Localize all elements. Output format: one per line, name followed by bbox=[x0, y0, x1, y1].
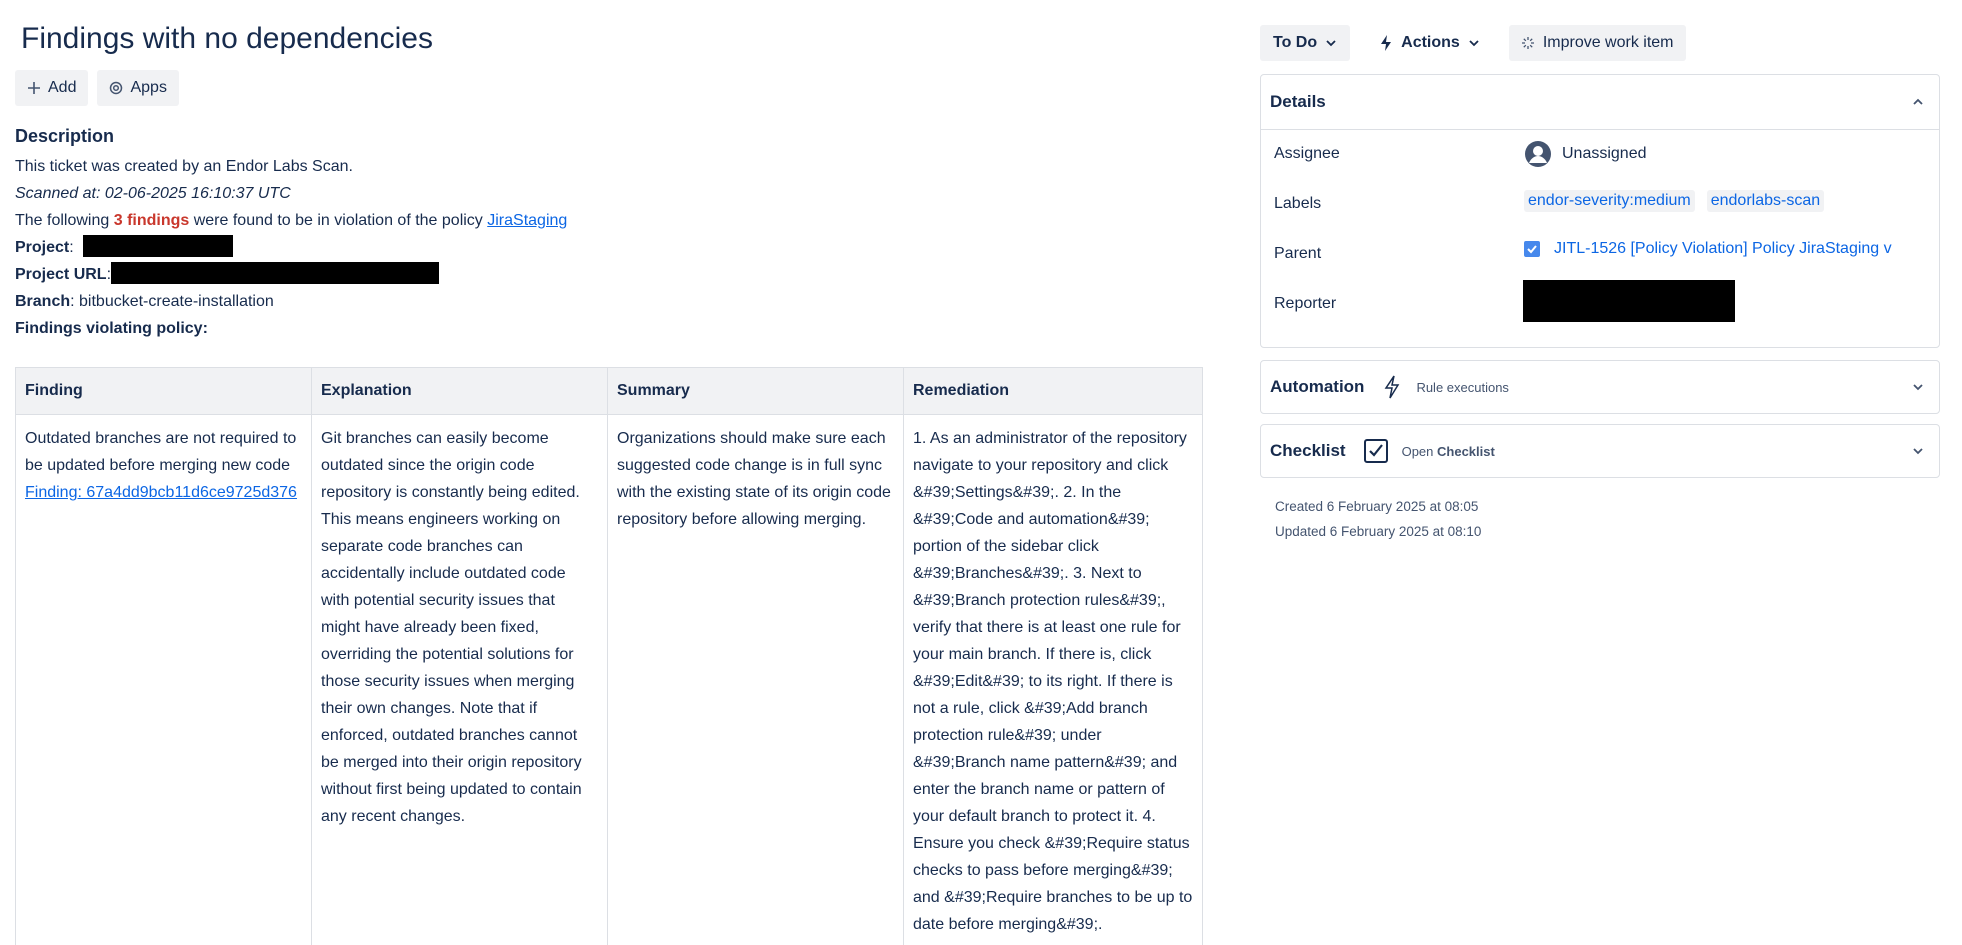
improve-work-item-button[interactable]: Improve work item bbox=[1509, 25, 1686, 61]
labels-label: Labels bbox=[1274, 195, 1322, 212]
open-checklist[interactable]: Open Checklist bbox=[1401, 443, 1495, 459]
cell-summary: Organizations should make sure each suggested code change is in full sync with the existing state of its origin code repository before allowing merging. bbox=[608, 415, 904, 945]
findings-count: 3 findings bbox=[113, 212, 190, 229]
lightning-icon bbox=[1379, 34, 1393, 52]
automation-panel[interactable] bbox=[1260, 360, 1940, 414]
branch-row: Branch: bitbucket-create-installation bbox=[15, 293, 274, 310]
actions-dropdown[interactable]: Actions bbox=[1366, 25, 1493, 61]
lightning-icon bbox=[1384, 375, 1400, 399]
table-row bbox=[16, 415, 1203, 945]
page-title[interactable]: Findings with no dependencies bbox=[21, 22, 433, 55]
parent-label: Parent bbox=[1274, 245, 1322, 262]
header-summary: Summary bbox=[608, 368, 904, 415]
chevron-down-icon bbox=[1468, 37, 1480, 49]
parent-row bbox=[1261, 230, 1939, 280]
checklist-panel[interactable] bbox=[1260, 424, 1940, 478]
description-line: This ticket was created by an Endor Labs Scan. bbox=[15, 158, 353, 175]
table-header-row bbox=[16, 368, 1203, 415]
assignee-label: Assignee bbox=[1274, 145, 1340, 162]
chevron-up-icon bbox=[1911, 95, 1925, 109]
reporter-label: Reporter bbox=[1274, 295, 1337, 312]
created-date: Created 6 February 2025 at 08:05 bbox=[1275, 499, 1479, 514]
labels-row bbox=[1261, 180, 1939, 230]
violating-heading: Findings violating policy: bbox=[15, 320, 208, 337]
findings-table bbox=[15, 367, 1203, 945]
rule-executions[interactable]: Rule executions bbox=[1416, 379, 1509, 395]
main-content bbox=[15, 0, 1215, 945]
status-dropdown[interactable]: To Do bbox=[1260, 25, 1350, 61]
redacted-project bbox=[83, 235, 233, 257]
details-panel bbox=[1260, 74, 1940, 348]
project-row: Project: bbox=[15, 234, 567, 261]
chevron-down-icon bbox=[1911, 444, 1925, 458]
checklist-header[interactable]: Checklist Open Checklist bbox=[1261, 425, 1939, 477]
parent-field[interactable] bbox=[1524, 240, 1892, 258]
checkbox-task-icon bbox=[1524, 241, 1540, 257]
checklist-icon bbox=[1364, 439, 1388, 463]
header-remediation: Remediation bbox=[904, 368, 1203, 415]
label-tag[interactable]: endorlabs-scan bbox=[1707, 190, 1824, 212]
labels-field bbox=[1524, 190, 1824, 212]
timestamps bbox=[1275, 494, 1481, 544]
findings-sentence: The following 3 findings were found to be in violation of the policy JiraStaging bbox=[15, 212, 568, 229]
scanned-at: Scanned at: 02-06-2025 16:10:37 UTC bbox=[15, 185, 291, 202]
reporter-row bbox=[1261, 280, 1939, 330]
sidebar-top-buttons bbox=[1260, 25, 1686, 61]
chevron-down-icon bbox=[1911, 380, 1925, 394]
parent-link[interactable]: JITL-1526 [Policy Violation] Policy JiraStaging v bbox=[1554, 240, 1892, 257]
finding-link[interactable]: Finding: 67a4dd9bcb11d6ce9725d376 bbox=[25, 484, 297, 501]
header-explanation: Explanation bbox=[312, 368, 608, 415]
avatar-icon bbox=[1524, 140, 1552, 168]
apps-button[interactable] bbox=[97, 70, 178, 106]
project-url-row: Project URL: bbox=[15, 261, 567, 288]
add-button[interactable] bbox=[15, 70, 88, 106]
label-tag[interactable]: endor-severity:medium bbox=[1524, 190, 1695, 212]
cell-finding: Outdated branches are not required to be updated before merging new code Finding: 67a4dd9bcb11d6ce9725d376 bbox=[16, 415, 312, 945]
redacted-project-url bbox=[111, 262, 439, 284]
assignee-field[interactable]: Unassigned bbox=[1524, 140, 1647, 168]
cell-remediation: 1. As an administrator of the repository navigate to your repository and click &#39;Settings&#39;. 2. In the &#39;Code and automation&#39; portion of the sidebar click &#39;Branches&#39;. 3. Next to &#39;Branch protection rules&#39;, verify that there is at least one rule for your main branch. If there is, click &#39;Edit&#39; to its right. If there is not a rule, click &#39;Add branch protection rule&#39; under &#39;Branch name pattern&#39; and enter the branch name or pattern of your default branch to protect it. 4. Ensure you check &#39;Require status checks to pass before merging&#39; and &#39;Require branches to be up to date before merging&#39;. bbox=[904, 415, 1203, 945]
apps-button-label: Apps bbox=[130, 79, 167, 96]
description-heading: Description bbox=[15, 126, 115, 146]
details-header[interactable]: Details bbox=[1261, 75, 1939, 130]
description[interactable] bbox=[15, 125, 567, 342]
cell-explanation: Git branches can easily become outdated since the origin code repository is constantly being edited. This means engineers working on separate code branches can accidentally include outdated code with potential security issues that might have already been fixed, overriding the potential solutions for those security issues when merging their own changes. Note that if enforced, outdated branches cannot be merged into their origin repository without first being updated to contain any recent changes. bbox=[312, 415, 608, 945]
add-button-label: Add bbox=[48, 79, 77, 96]
chevron-down-icon bbox=[1325, 37, 1337, 49]
sparkle-icon bbox=[1521, 36, 1535, 50]
action-buttons bbox=[15, 70, 179, 106]
plus-icon bbox=[27, 81, 41, 95]
apps-icon bbox=[109, 81, 123, 95]
updated-date: Updated 6 February 2025 at 08:10 bbox=[1275, 524, 1482, 539]
redacted-reporter bbox=[1523, 280, 1735, 322]
sidebar bbox=[1260, 0, 1940, 945]
header-finding: Finding bbox=[16, 368, 312, 415]
assignee-row bbox=[1261, 130, 1939, 180]
policy-link[interactable]: JiraStaging bbox=[487, 212, 568, 229]
automation-header[interactable]: Automation Rule executions bbox=[1261, 361, 1939, 413]
